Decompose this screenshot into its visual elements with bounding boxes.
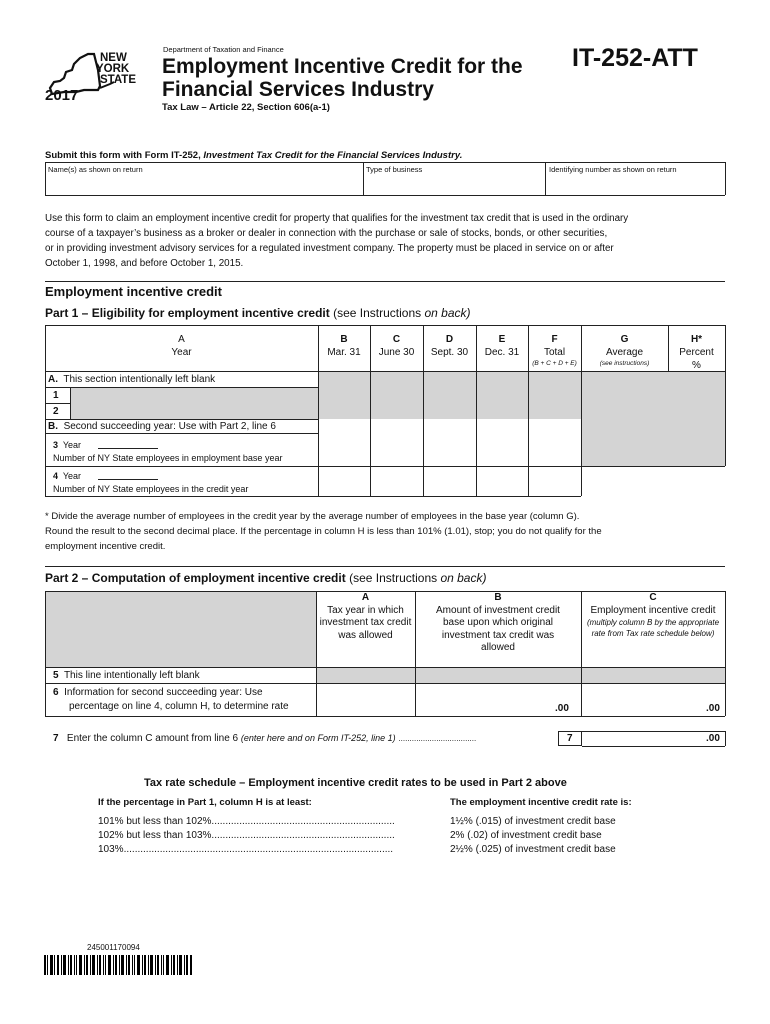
logo-text: NEW YORK STATE xyxy=(96,52,136,86)
part2-col-c-header: C Employment incentive credit (multiply column B by the appropriate rate from Tax rate schedule below) xyxy=(586,592,720,638)
section-title: Employment incentive credit xyxy=(45,284,222,299)
line7-label: 7 Enter the column C amount from line 6 (enter here and on Form IT-252, line 1) ................................... xyxy=(53,733,477,744)
line4-col-c-input[interactable] xyxy=(371,467,423,496)
line4-col-e-input[interactable] xyxy=(477,467,528,496)
line3-text: Number of NY State employees in employment base year xyxy=(53,453,283,463)
line7-box-number: 7 xyxy=(567,733,573,744)
col-e-header: E Dec. 31 xyxy=(484,334,520,358)
part1-title: Part 1 – Eligibility for employment incentive credit (see Instructions on back) xyxy=(45,306,471,320)
schedule-row-3-rate: 2½% (.025) of investment credit base xyxy=(450,844,616,855)
schedule-row-3-condition: 103%................................................................................................. xyxy=(98,844,394,855)
row-b-label: B. Second succeeding year: Use with Part 2, line 6 xyxy=(48,421,276,432)
intro-paragraph: Use this form to claim an employment incentive credit for property that qualifies for the investment tax credit that is used in the ordinary course of a taxpayer’s business as a broker or dealer in connection with the purchase or sale of stocks, bonds, or other securities, or in providing investment advisory services for a regulated investment company. The property must be placed in service on or after October 1, 1998, and before October 1, 2015. xyxy=(45,213,629,269)
schedule-row-1-condition: 101% but less than 102%.................................................................. xyxy=(98,816,395,827)
row-1-label: 1 xyxy=(53,390,59,401)
line6-col-c-input[interactable] xyxy=(582,684,725,716)
line4-year-label: 4 Year xyxy=(53,471,82,481)
line6-col-c-value: .00 xyxy=(706,703,720,714)
line7-amount-input[interactable] xyxy=(583,732,725,746)
line4-col-b-input[interactable] xyxy=(319,467,370,496)
identifying-number-label: Identifying number as shown on return xyxy=(549,165,677,174)
part2-col-b-header: B Amount of investment credit base upon which original investment tax credit was allowed xyxy=(436,592,560,653)
department-name: Department of Taxation and Finance xyxy=(163,45,284,54)
business-type-label: Type of business xyxy=(366,165,423,174)
part2-col-a-header: A Tax year in which investment tax credit was allowed xyxy=(319,592,412,641)
line3-col-b-input[interactable] xyxy=(319,434,370,466)
schedule-row-2-condition: 102% but less than 103%.................................................................. xyxy=(98,830,395,841)
line3-year-label: 3 Year xyxy=(53,440,82,450)
tax-law-reference: Tax Law – Article 22, Section 606(a-1) xyxy=(162,102,330,113)
line7-value: .00 xyxy=(706,733,720,744)
col-g-header: G Average (see instructions) xyxy=(599,334,650,367)
row-a-label: A. This section intentionally left blank xyxy=(48,374,216,385)
part1-footnote: * Divide the average number of employees in the credit year by the average number of employees in the base year (column G). Round the result to the second decimal place. If the percentage in column H is less than 101% (1.01), stop; you do not qualify for the employment incentive credit. xyxy=(45,511,602,552)
line3-col-c-input[interactable] xyxy=(371,434,423,466)
barcode xyxy=(44,955,192,975)
col-h-header: H* Percent % xyxy=(679,334,714,371)
col-f-header: F Total (B + C + D + E) xyxy=(532,334,577,367)
line3-col-f-input[interactable] xyxy=(529,434,581,466)
row-2-label: 2 xyxy=(53,406,59,417)
col-d-header: D Sept. 30 xyxy=(430,334,469,358)
form-title: Employment Incentive Credit for the Financial Services Industry xyxy=(162,55,523,101)
schedule-col2-header: The employment incentive credit rate is: xyxy=(450,797,632,808)
line4-col-f-input[interactable] xyxy=(529,467,581,496)
form-id-number: 245001170094 xyxy=(87,943,140,952)
col-b-header: B Mar. 31 xyxy=(327,334,361,358)
form-year: 2017 xyxy=(45,87,79,104)
line3-year-field[interactable] xyxy=(98,438,158,449)
form-number: IT-252-ATT xyxy=(572,44,698,72)
schedule-col1-header: If the percentage in Part 1, column H is at least: xyxy=(98,797,312,808)
part2-title: Part 2 – Computation of employment incentive credit (see Instructions on back) xyxy=(45,571,487,585)
line5-label: 5 This line intentionally left blank xyxy=(53,670,200,681)
schedule-title: Tax rate schedule – Employment incentive credit rates to be used in Part 2 above xyxy=(144,777,567,789)
line6-col-b-value: .00 xyxy=(555,703,569,714)
line4-text: Number of NY State employees in the credit year xyxy=(53,484,249,494)
line3-col-d-input[interactable] xyxy=(424,434,476,466)
schedule-row-1-rate: 1½% (.015) of investment credit base xyxy=(450,816,616,827)
schedule-row-2-rate: 2% (.02) of investment credit base xyxy=(450,830,602,841)
line4-col-d-input[interactable] xyxy=(424,467,476,496)
line6-col-a-input[interactable] xyxy=(317,684,415,716)
line3-col-e-input[interactable] xyxy=(477,434,528,466)
names-label: Name(s) as shown on return xyxy=(48,165,143,174)
col-c-header: C June 30 xyxy=(378,334,415,358)
col-a-header: A Year xyxy=(171,334,192,358)
line6-label: 6 Information for second succeeding year: Use percentage on line 4, column H, to determine rate xyxy=(53,687,289,712)
line4-year-field[interactable] xyxy=(98,469,158,480)
submit-instruction: Submit this form with Form IT-252, Investment Tax Credit for the Financial Services Industry. xyxy=(45,150,463,161)
